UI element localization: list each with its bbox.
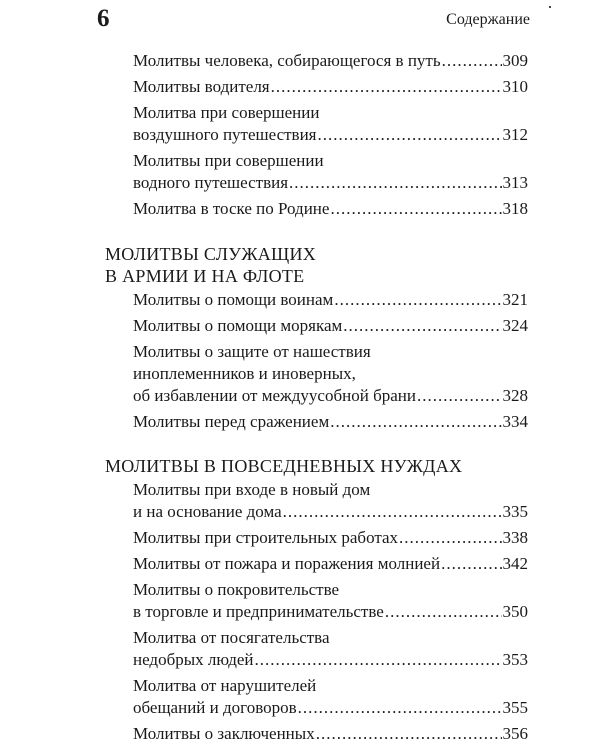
dot-leader (289, 172, 501, 194)
entry-page: 353 (502, 650, 528, 669)
entry-page: 310 (502, 77, 528, 96)
toc-entry (133, 198, 528, 220)
entry-page: 328 (502, 386, 528, 405)
dot-leader (298, 697, 502, 719)
dot-leader (385, 601, 502, 623)
entry-title: Молитва в тоске по Родине (133, 199, 330, 218)
scan-speck (549, 6, 551, 8)
toc-entry (133, 527, 528, 549)
toc-entry (133, 102, 528, 146)
entry-title-line: Молитвы о покровительстве (133, 580, 340, 599)
entry-title: Молитвы от пожара и поражения молнией (133, 554, 441, 573)
entry-page: 356 (502, 724, 528, 743)
toc-entry (133, 723, 528, 745)
entry-page: 324 (502, 316, 528, 335)
dot-leader (330, 411, 501, 433)
toc-entry (133, 76, 528, 98)
entry-title: обещаний и договоров (133, 698, 297, 717)
toc-entry (133, 341, 528, 407)
dot-leader (343, 315, 501, 337)
entry-page: 350 (502, 602, 528, 621)
entry-title-line: Молитвы о защите от нашествия (133, 342, 371, 361)
entry-title: и на основание дома (133, 502, 282, 521)
dot-leader (316, 723, 502, 745)
entry-title: водного путешествия (133, 173, 289, 192)
entry-page: 312 (502, 125, 528, 144)
toc-entry (133, 289, 528, 311)
toc-entry (133, 150, 528, 194)
entry-page: 355 (502, 698, 528, 717)
entry-page: 335 (502, 502, 528, 521)
section-heading-line: МОЛИТВЫ В ПОВСЕДНЕВНЫХ НУЖДАХ (105, 456, 463, 476)
dot-leader (330, 198, 501, 220)
dot-leader (318, 124, 502, 146)
toc-entry (133, 479, 528, 523)
section-heading-line: В АРМИИ И НА ФЛОТЕ (105, 266, 305, 286)
section-heading-line: МОЛИТВЫ СЛУЖАЩИХ (105, 244, 317, 264)
toc-entry (133, 50, 528, 72)
entry-title: Молитвы водителя (133, 77, 270, 96)
entry-title: воздушного путешествия (133, 125, 317, 144)
entry-title: Молитвы о помощи морякам (133, 316, 343, 335)
entry-title-line: Молитва при совершении (133, 103, 320, 122)
entry-title: об избавлении от междуусобной брани (133, 386, 416, 405)
toc-entry (133, 411, 528, 433)
toc-entry (133, 315, 528, 337)
running-title: Содержание (446, 11, 530, 28)
toc-entry (133, 579, 528, 623)
dot-leader (417, 385, 502, 407)
dot-leader (442, 50, 502, 72)
entry-title: Молитвы при строительных работах (133, 528, 399, 547)
entry-title-line: иноплеменников и иноверных, (133, 364, 356, 383)
dot-leader (271, 76, 502, 98)
entry-page: 321 (502, 290, 528, 309)
dot-leader (334, 289, 501, 311)
dot-leader (283, 501, 502, 523)
section-heading (105, 243, 525, 287)
entry-page: 309 (502, 51, 528, 70)
page-number: 6 (97, 5, 110, 32)
entry-title-line: Молитвы при совершении (133, 151, 324, 170)
entry-title: недобрых людей (133, 650, 254, 669)
dot-leader (399, 527, 501, 549)
section-heading (105, 455, 525, 477)
toc-entry (133, 675, 528, 719)
toc-entry (133, 553, 528, 575)
entry-title-line: Молитва от нарушителей (133, 676, 317, 695)
entry-title-line: Молитвы при входе в новый дом (133, 480, 371, 499)
entry-title: Молитвы о заключенных (133, 724, 315, 743)
dot-leader (441, 553, 501, 575)
table-of-contents (0, 50, 600, 749)
entry-title: Молитвы перед сражением (133, 412, 330, 431)
entry-title-line: Молитва от посягательства (133, 628, 330, 647)
dot-leader (255, 649, 502, 671)
entry-title: Молитвы человека, собирающегося в путь (133, 51, 441, 70)
entry-page: 338 (502, 528, 528, 547)
entry-page: 313 (502, 173, 528, 192)
entry-title: Молитвы о помощи воинам (133, 290, 334, 309)
entry-page: 318 (502, 199, 528, 218)
entry-page: 342 (502, 554, 528, 573)
toc-entry (133, 627, 528, 671)
entry-title: в торговле и предпринимательстве (133, 602, 384, 621)
entry-page: 334 (502, 412, 528, 431)
